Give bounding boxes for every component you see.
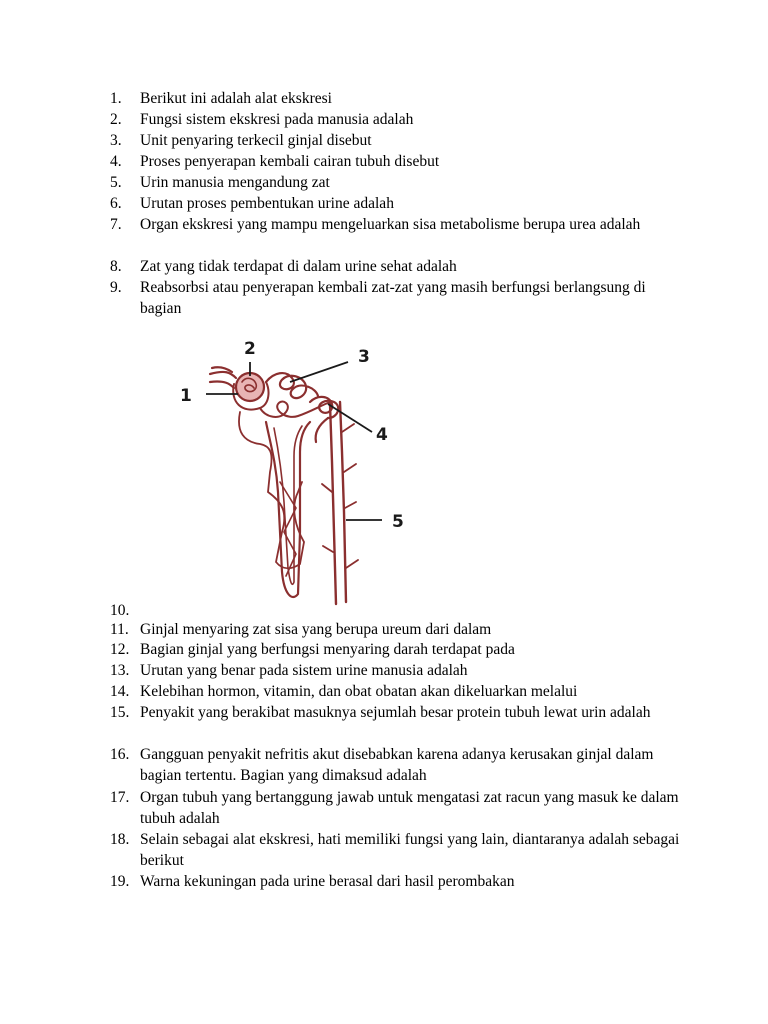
pointer-3 bbox=[290, 362, 348, 382]
diagram-label-2: 2 bbox=[244, 339, 256, 359]
question-14: 14. Kelebihan hormon, vitamin, dan obat obatan akan dikeluarkan melalui bbox=[110, 683, 578, 700]
nephron-illustration bbox=[210, 367, 358, 604]
diagram-label-4: 4 bbox=[376, 425, 388, 445]
question-13: 13. Urutan yang benar pada sistem urine manusia adalah bbox=[110, 662, 468, 679]
question-11: 11. Ginjal menyaring zat sisa yang berupa ureum dari dalam bbox=[110, 621, 492, 638]
question-6: 6. Urutan proses pembentukan urine adalah bbox=[110, 195, 394, 212]
diagram-label-1: 1 bbox=[180, 386, 192, 406]
nephron-diagram bbox=[170, 332, 430, 617]
question-12: 12. Bagian ginjal yang berfungsi menyaring darah terdapat pada bbox=[110, 641, 515, 658]
question-15: 15. Penyakit yang berakibat masuknya sejumlah besar protein tubuh lewat urin adalah bbox=[110, 704, 651, 721]
diagram-label-3: 3 bbox=[358, 347, 370, 367]
glomerulus bbox=[236, 373, 264, 401]
question-4: 4. Proses penyerapan kembali cairan tubuh disebut bbox=[110, 153, 440, 170]
question-16: 16. Gangguan penyakit nefritis akut disebabkan karena adanya kerusakan ginjal dalam bagian tertentu. Bagian yang dimaksud adalah bbox=[110, 746, 654, 784]
question-18: 18. Selain sebagai alat ekskresi, hati memiliki fungsi yang lain, diantaranya adalah sebagai berikut bbox=[110, 831, 680, 869]
arteriole-out bbox=[210, 381, 234, 388]
question-8: 8. Zat yang tidak terdapat di dalam urine sehat adalah bbox=[110, 258, 457, 275]
question-19: 19. Warna kekuningan pada urine berasal dari hasil perombakan bbox=[110, 873, 515, 890]
proximal-tubule bbox=[266, 373, 318, 398]
pointer-4 bbox=[328, 404, 372, 432]
question-5: 5. Urin manusia mengandung zat bbox=[110, 174, 330, 191]
question-7: 7. Organ ekskresi yang mampu mengeluarkan sisa metabolisme berupa urea adalah bbox=[110, 216, 641, 233]
question-9: 9. Reabsorbsi atau penyerapan kembali zat-zat yang masih berfungsi berlangsung di bagian bbox=[110, 279, 646, 317]
question-17: 17. Organ tubuh yang bertanggung jawab untuk mengatasi zat racun yang masuk ke dalam tubuh adalah bbox=[110, 789, 679, 827]
question-1: 1. Berikut ini adalah alat ekskresi bbox=[110, 90, 332, 107]
diagram-label-5: 5 bbox=[392, 512, 404, 532]
question-2: 2. Fungsi sistem ekskresi pada manusia adalah bbox=[110, 111, 414, 128]
question-3: 3. Unit penyaring terkecil ginjal disebut bbox=[110, 132, 372, 149]
